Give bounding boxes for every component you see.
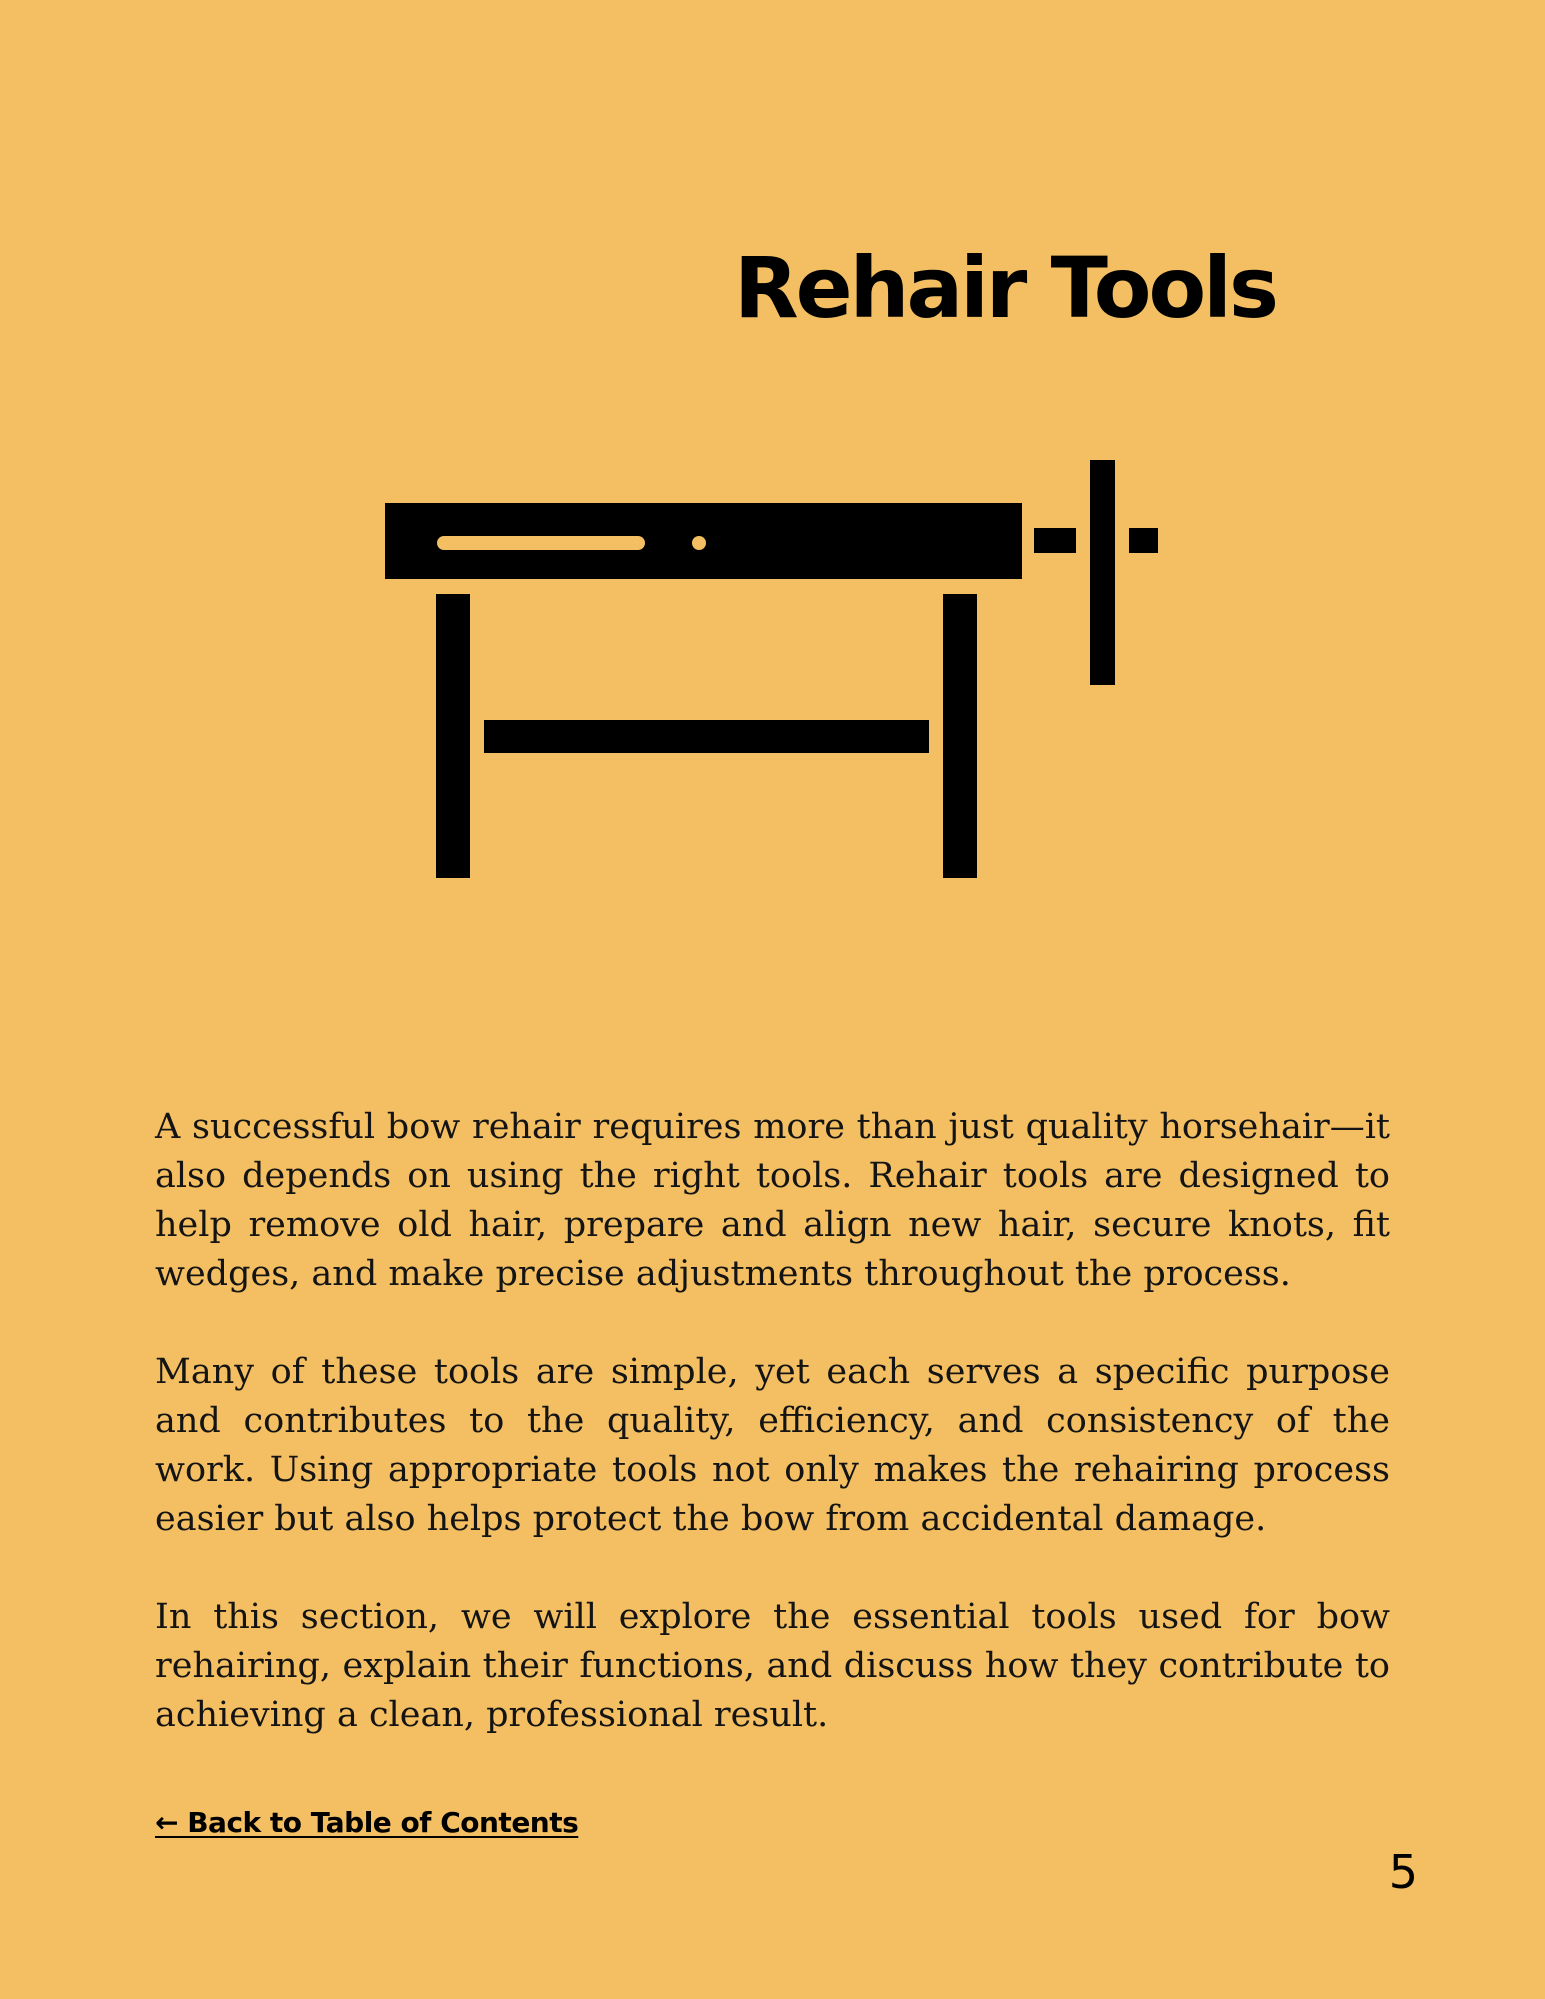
bench-leg-left bbox=[436, 594, 470, 878]
vise-knob bbox=[1129, 528, 1158, 553]
page-title: Rehair Tools bbox=[734, 239, 1276, 337]
bench-dot bbox=[692, 536, 706, 550]
vise-handle bbox=[1090, 460, 1115, 685]
paragraph: In this section, we will explore the essential tools used for bow rehairing, explain their functions, and discuss how they contribute to achieving a clean, professional result. bbox=[155, 1597, 1390, 1735]
bench-leg-right bbox=[943, 594, 977, 878]
vise-jaw bbox=[1034, 528, 1076, 553]
paragraph: A successful bow rehair requires more than just quality horsehair—it also depends on using the right tools. Rehair tools are designed to help remove old hair, prepare and align new hair, secure knots, fit wedges, and make precise adjustments throughout the process. bbox=[155, 1107, 1390, 1294]
bench-stretcher bbox=[484, 720, 929, 753]
body-text bbox=[155, 1103, 1390, 1789]
paragraph: Many of these tools are simple, yet each serves a specific purpose and contributes to the quality, efficiency, and consistency of the work. Using appropriate tools not only makes the rehairing process easier but also helps protect the bow from accidental damage. bbox=[155, 1352, 1390, 1539]
bench-slot bbox=[437, 536, 645, 550]
back-to-toc-link[interactable]: ← Back to Table of Contents bbox=[155, 1806, 579, 1839]
page-number: 5 bbox=[1388, 1845, 1418, 1899]
